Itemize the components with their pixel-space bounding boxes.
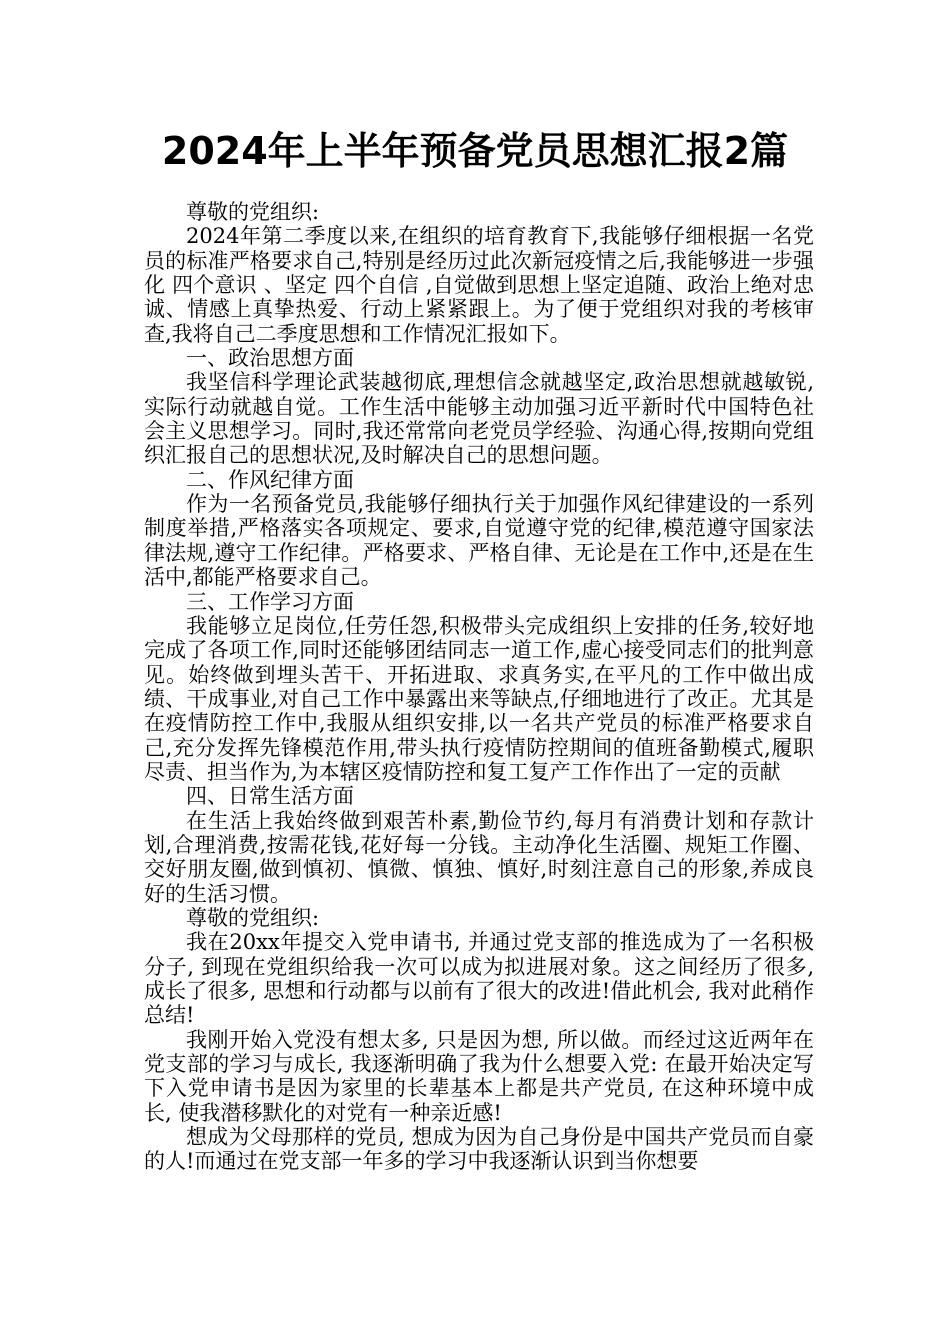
document-title: 2024年上半年预备党员思想汇报2篇 xyxy=(161,129,789,173)
body-paragraph: 我刚开始入党没有想太多, 只是因为想, 所以做。而经过这近两年在党支部的学习与成长, 我逐渐明确了我为什么想要入党: 在最开始决定写下入党申请书是因为家里的长辈基本上都是共产党员, 在这种环境中成长, 使我潜移默化的对党有一种亲近感! xyxy=(144,1027,814,1125)
body-paragraph: 想成为父母那样的党员, 想成为因为自己身份是中国共产党员而自豪的人!而通过在党支部一年多的学习中我逐渐认识到当你想要 xyxy=(144,1125,814,1174)
section-heading: 四、日常生活方面 xyxy=(186,784,354,809)
body-paragraph: 我在20xx年提交入党申请书, 并通过党支部的推选成为了一名积极分子, 到现在党组织给我一次可以成为拟进展对象。这之间经历了很多, 成长了很多, 思想和行动都与以前有了很大的改进!借此机会, 我对此稍作总结! xyxy=(144,930,814,1028)
section-heading: 一、政治思想方面 xyxy=(186,346,354,371)
document-body xyxy=(144,200,814,1174)
salutation: 尊敬的党组织: xyxy=(186,200,320,224)
section-heading: 三、工作学习方面 xyxy=(186,589,354,614)
body-paragraph: 作为一名预备党员,我能够仔细执行关于加强作风纪律建设的一系列制度举措,严格落实各项规定、要求,自觉遵守党的纪律,模范遵守国家法律法规,遵守工作纪律。严格要求、严格自律、无论是在工作中,还是在生活中,都能严格要求自己。 xyxy=(144,492,814,590)
body-paragraph: 2024年第二季度以来,在组织的培育教育下,我能够仔细根据一名党员的标准严格要求自己,特别是经历过此次新冠疫情之后,我能够进一步强化 四个意识 、坚定 四个自信 ,自觉做到思想上坚定追随、政治上绝对忠诚、情感上真挚热爱、行动上紧紧跟上。为了便于党组织对我的考核审查,我将自己二季度思想和工作情况汇报如下。 xyxy=(144,224,814,346)
body-paragraph: 我坚信科学理论武装越彻底,理想信念就越坚定,政治思想就越敏锐,实际行动就越自觉。工作生活中能够主动加强习近平新时代中国特色社会主义思想学习。同时,我还常常向老党员学经验、沟通心得,按期向党组织汇报自己的思想状况,及时解决自己的思想问题。 xyxy=(144,370,814,468)
body-paragraph: 我能够立足岗位,任劳任怨,积极带头完成组织上安排的任务,较好地完成了各项工作,同时还能够团结同志一道工作,虚心接受同志们的批判意见。始终做到埋头苦干、开拓进取、求真务实,在平凡的工作中做出成绩、干成事业,对自己工作中暴露出来等缺点,仔细地进行了改正。尤其是在疫情防控工作中,我服从组织安排,以一名共产党员的标准严格要求自己,充分发挥先锋模范作用,带头执行疫情防控期间的值班备勤模式,履职尽责、担当作为,为本辖区疫情防控和复工复产工作作出了一定的贡献 xyxy=(144,613,814,784)
section-heading: 二、作风纪律方面 xyxy=(186,467,354,492)
salutation: 尊敬的党组织: xyxy=(186,905,320,930)
body-paragraph: 在生活上我始终做到艰苦朴素,勤俭节约,每月有消费计划和存款计划,合理消费,按需花钱,花好每一分钱。主动净化生活圈、规矩工作圈、交好朋友圈,做到慎初、慎微、慎独、慎好,时刻注意自己的形象,养成良好的生活习惯。 xyxy=(144,808,814,906)
